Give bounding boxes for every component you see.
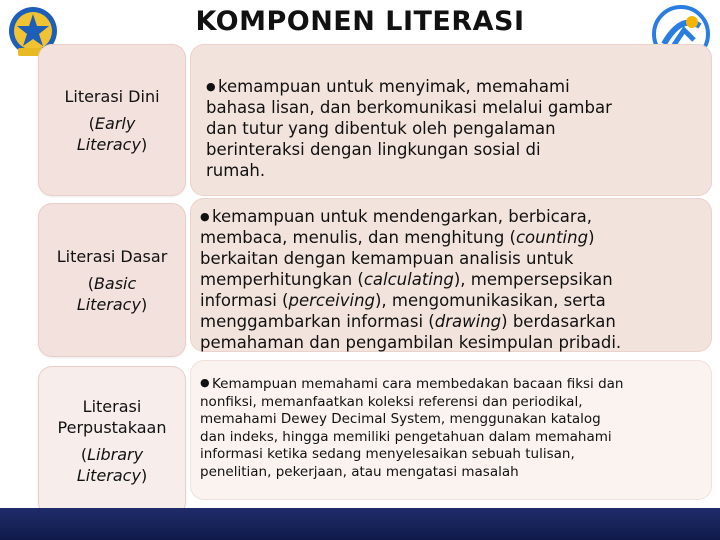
description-text: ● Kemampuan memahami cara membedakan bacaan fiksi dan nonfiksi, memanfaatkan koleksi referensi dan periodikal, memahami Dewey Decimal System, menggunakan katalog dan indeks, hingga memiliki pengetahuan dalam memahami informasi ketika sedang menyelesaikan sebuah tulisan, penelitian, pekerjaan, atau mengatasi masalah <box>200 376 624 480</box>
term-english: (Basic Literacy) <box>76 273 148 314</box>
term-box-early-literacy <box>38 44 186 196</box>
description-box-basic-literacy <box>190 198 712 352</box>
footer-band <box>0 508 720 540</box>
bullet-icon: ● <box>206 80 216 93</box>
term-label: Literasi Dasar <box>56 246 168 266</box>
term-english: (Early Literacy) <box>76 113 148 154</box>
description-text: ● kemampuan untuk menyimak, memahami bahasa lisan, dan berkomunikasi melalui gambar dan tutur yang dibentuk oleh pengalaman berinteraksi dengan lingkungan sosial di rumah. <box>206 77 612 180</box>
page-title: KOMPONEN LITERASI <box>195 6 525 37</box>
term-label: Literasi Dini <box>64 86 160 106</box>
bullet-icon: ● <box>200 210 210 223</box>
term-box-basic-literacy <box>38 203 186 357</box>
term-label: Literasi Perpustakaan <box>57 397 167 437</box>
bullet-icon: ● <box>200 376 210 389</box>
description-text: ● kemampuan untuk mendengarkan, berbicara, membaca, menulis, dan menghitung (counting) berkaitan dengan kemampuan analisis untuk memperhitungkan (calculating), mempersepsikan informasi (perceiving), mengomunikasikan, serta menggambarkan informasi (drawing) berdasarkan pemahaman dan pengambilan kesimpulan pribadi. <box>200 207 622 352</box>
term-english: (Library Literacy) <box>76 445 148 485</box>
description-box-early-literacy <box>190 44 712 196</box>
description-box-library-literacy <box>190 360 712 500</box>
term-box-library-literacy <box>38 366 186 516</box>
